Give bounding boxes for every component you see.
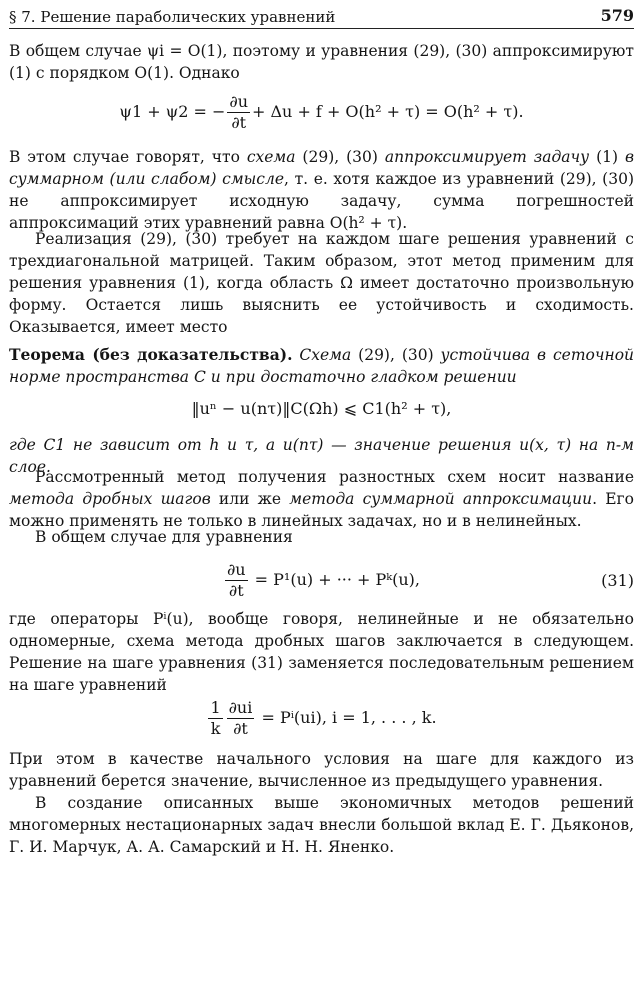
formula-31-right: = P¹(u) + ··· + Pᵏ(u), — [254, 570, 421, 589]
fraction-denominator: ∂t — [233, 719, 248, 738]
text: Рассмотренный метод получения разностных схем носит название — [35, 468, 634, 486]
paragraph-realization: Реализация (29), (30) требует на каждом шаге решения уравнений с трехдиагональной матрицей. Таким образом, этот метод применим для решения уравнения (1), когда область Ω имеет достаточно произвольную форму. Остается лишь выяснить ее устойчивость и сходимость. Оказывается, имеет место — [9, 230, 634, 336]
theorem — [9, 344, 634, 388]
fraction-du-dt — [225, 560, 248, 601]
italic-text: Схема — [292, 346, 352, 364]
fraction-numerator: ∂u — [226, 560, 246, 579]
fraction-denominator: ∂t — [228, 581, 244, 600]
italic-text: аппроксимирует задачу — [384, 148, 590, 166]
italic-text: в суммарном (или слабом) смысле — [9, 148, 634, 188]
fraction-numerator: ∂u — [229, 92, 248, 111]
text: или же — [210, 490, 290, 508]
italic-text: метода суммарной аппроксимации — [289, 490, 593, 508]
formula-psi-left: ψ1 + ψ2 = − — [119, 102, 226, 121]
formula-substep-right: = Pⁱ(ui), i = 1, . . . , k. — [261, 708, 437, 727]
fraction-denominator: k — [210, 719, 221, 738]
formula-31 — [9, 560, 634, 601]
running-header — [9, 6, 634, 29]
paragraph-contributors: В создание описанных выше экономичных методов решений многомерных нестационарных задач внесли большой вклад Е. Г. Дьяконов, Г. И. Марчук, А. А. Самарский и Н. Н. Яненко. — [9, 794, 634, 856]
page-number: 579 — [600, 6, 634, 25]
fraction-denominator: ∂t — [231, 113, 247, 132]
paragraph-general-equation: В общем случае для уравнения — [35, 528, 293, 546]
fraction-dui-dt — [227, 698, 255, 739]
paragraph-theorem-remark: где C1 не зависит от h и τ, а u(nτ) — значение решения u(x, τ) на n-м слое. — [9, 436, 634, 476]
page — [9, 0, 634, 990]
paragraph-operators: где операторы Pⁱ(u), вообще говоря, нелинейные и не обязательно одномерные, схема метода дробных шагов заключается в следующем. Решение на шаге уравнения (31) заменяется последовательным решением на шаге уравнений — [9, 610, 634, 694]
text: , т. е. хотя каждое из уравнений (29), (30) не аппроксимирует исходную задачу, сумма погрешностей аппроксимаций этих уравнений равна O(h² + τ). — [9, 170, 635, 232]
fraction-numerator: 1 — [210, 698, 221, 717]
italic-text: схема — [246, 148, 296, 166]
fraction-numerator: ∂ui — [228, 698, 253, 717]
fraction-1-over-k — [208, 698, 222, 739]
text: В этом случае говорят, что — [9, 148, 247, 166]
formula-psi-right: + Δu + f + O(h² + τ) = O(h² + τ). — [252, 102, 524, 121]
formula-norm-estimate: ‖uⁿ − u(nτ)‖C(Ωh) ⩽ C1(h² + τ), — [191, 399, 452, 418]
italic-text: метода дробных шагов — [9, 490, 211, 508]
paragraph-fractional-steps — [9, 466, 634, 532]
section-title: § 7. Решение параболических уравнений — [9, 8, 336, 26]
fraction-du-dt — [227, 92, 250, 133]
paragraph-general-case: В общем случае ψi = O(1), поэтому и уравнения (29), (30) аппроксимируют (1) с порядком O(1). Однако — [9, 42, 634, 82]
paragraph-summary-approx — [9, 146, 634, 234]
text: (29), (30) — [351, 346, 441, 364]
text: (1) — [589, 148, 625, 166]
paragraph-initial-condition: При этом в качестве начального условия на шаге для каждого из уравнений берется значение, вычисленное из предыдущего уравнения. — [9, 750, 634, 790]
equation-number: (31) — [601, 571, 634, 590]
theorem-title: Теорема (без доказательства). — [9, 345, 293, 364]
formula-substep — [9, 698, 634, 739]
formula-psi-sum — [9, 92, 634, 133]
text: . Его можно применять не только в линейных задачах, но и в нелинейных. — [9, 490, 634, 530]
italic-text: устойчива в сеточной норме пространства C и при достаточно гладком решении — [9, 346, 635, 386]
text: (29), (30) — [295, 148, 385, 166]
